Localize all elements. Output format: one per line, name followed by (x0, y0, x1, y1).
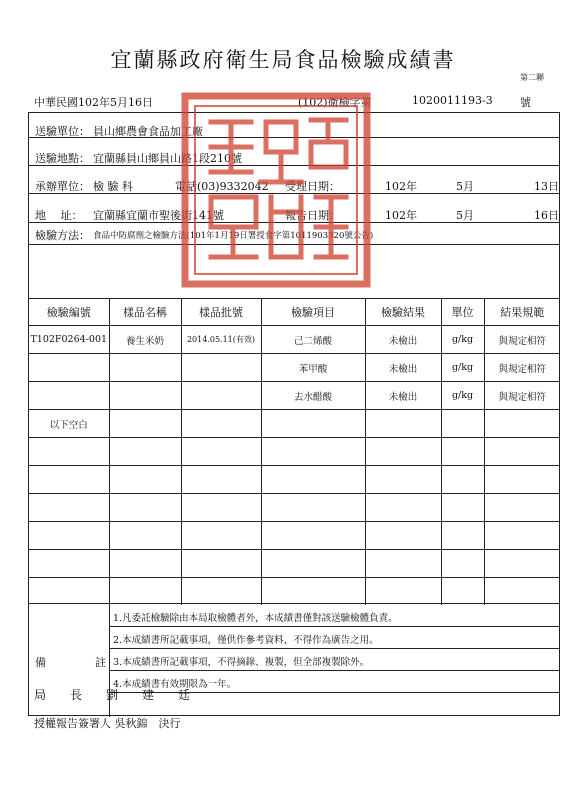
col-header: 樣品名稱 (109, 299, 181, 326)
table-cell: 去水醋酸 (261, 382, 365, 410)
col-header: 樣品批號 (181, 299, 261, 326)
table-row (29, 578, 560, 606)
phone-label: 電話(03)9332042 (175, 180, 269, 193)
table-cell: T102F0264-001 (29, 326, 109, 354)
method-label: 檢驗方法： (35, 229, 90, 242)
col-header: 檢驗編號 (29, 299, 109, 326)
table-header-row (29, 299, 560, 326)
table-cell (29, 382, 109, 410)
table-row (29, 410, 560, 438)
table-row (29, 550, 560, 578)
unit-value: 員山鄉農會食品加工廠 (93, 125, 203, 138)
copy-label: 第二聯 (520, 73, 544, 82)
address-label: 地 址： (35, 209, 83, 222)
table-cell: g/kg (441, 354, 484, 382)
unit-label: 送驗單位： (35, 125, 90, 138)
col-header: 檢驗結果 (365, 299, 441, 326)
report-day: 16日 (534, 209, 559, 222)
table-cell: 與規定相符 (484, 326, 560, 354)
doc-prefix: (102)衛檢字第 (298, 96, 372, 109)
table-cell: 以下空白 (29, 410, 109, 438)
table-cell: 與規定相符 (484, 354, 560, 382)
note-item: 4.本成績書有效期限為一年。 (113, 679, 237, 690)
table-cell: 與規定相符 (484, 382, 560, 410)
table-cell: 未檢出 (365, 354, 441, 382)
recv-date-label: 受理日期： (285, 180, 340, 193)
table-cell: 己二烯酸 (261, 326, 365, 354)
table-cell (261, 410, 365, 438)
table-cell: g/kg (441, 382, 484, 410)
note-item: 3.本成績書所記載事項，不得摘錄、複製，但全部複製除外。 (113, 657, 370, 668)
director-name: 局 長 劉 建 廷 (34, 688, 191, 702)
notes-label-1: 備 (35, 656, 46, 669)
table-row (29, 326, 560, 354)
table-cell (484, 410, 560, 438)
table-row (29, 522, 560, 550)
table-cell (181, 354, 261, 382)
col-header: 單位 (441, 299, 484, 326)
table-cell (109, 382, 181, 410)
table-cell (181, 410, 261, 438)
notes-label-2: 註 (95, 656, 106, 669)
col-header: 檢驗項目 (261, 299, 365, 326)
method-value: 食品中防腐劑之檢驗方法(101年1月19日署授食字第1011903320號公告) (93, 231, 374, 241)
address-value: 宜蘭縣宜蘭市聖後街141號 (93, 209, 224, 222)
recv-day: 13日 (534, 180, 559, 193)
table-cell: 未檢出 (365, 326, 441, 354)
table-row (29, 494, 560, 522)
note-item: 2.本成績書所記載事項，僅供作參考資料，不得作為廣告之用。 (113, 635, 379, 646)
issue-date: 中華民國102年5月16日 (34, 96, 153, 109)
table-row (29, 354, 560, 382)
table-cell: 2014.05.11(有效) (181, 326, 261, 354)
report-year: 102年 (385, 209, 417, 222)
table-cell (365, 410, 441, 438)
report-date-label: 報告日期： (285, 209, 340, 222)
table-row (29, 466, 560, 494)
document-title: 宜蘭縣政府衛生局食品檢驗成績書 (110, 48, 456, 72)
table-row (29, 382, 560, 410)
addr-label: 送驗地點： (35, 152, 90, 165)
table-row (29, 438, 560, 466)
doc-number: 1020011193-3 (412, 94, 493, 107)
table-cell (109, 410, 181, 438)
note-item: 1.凡委託檢驗除由本局取檢體者外，本成績書僅對該送驗檢體負責。 (113, 613, 398, 624)
table-cell: 養生米奶 (109, 326, 181, 354)
table-cell (29, 354, 109, 382)
doc-suffix: 號 (520, 96, 531, 109)
addr-value: 宜蘭縣員山鄉員山路1段210號 (93, 152, 242, 165)
recv-month: 5月 (456, 180, 474, 193)
table-cell (109, 354, 181, 382)
handler-value: 檢 驗 科 (93, 180, 133, 193)
official-seal-stamp (181, 92, 371, 288)
authorized-signer: 授權報告簽署人 吳秋錦 決行 (34, 717, 181, 730)
report-month: 5月 (456, 209, 474, 222)
table-cell: 苯甲酸 (261, 354, 365, 382)
table-cell (441, 410, 484, 438)
results-table (29, 298, 560, 605)
table-cell: g/kg (441, 326, 484, 354)
col-header: 結果規範 (484, 299, 560, 326)
table-cell (181, 382, 261, 410)
recv-year: 102年 (385, 180, 417, 193)
table-cell: 未檢出 (365, 382, 441, 410)
handler-label: 承辦單位： (35, 180, 90, 193)
